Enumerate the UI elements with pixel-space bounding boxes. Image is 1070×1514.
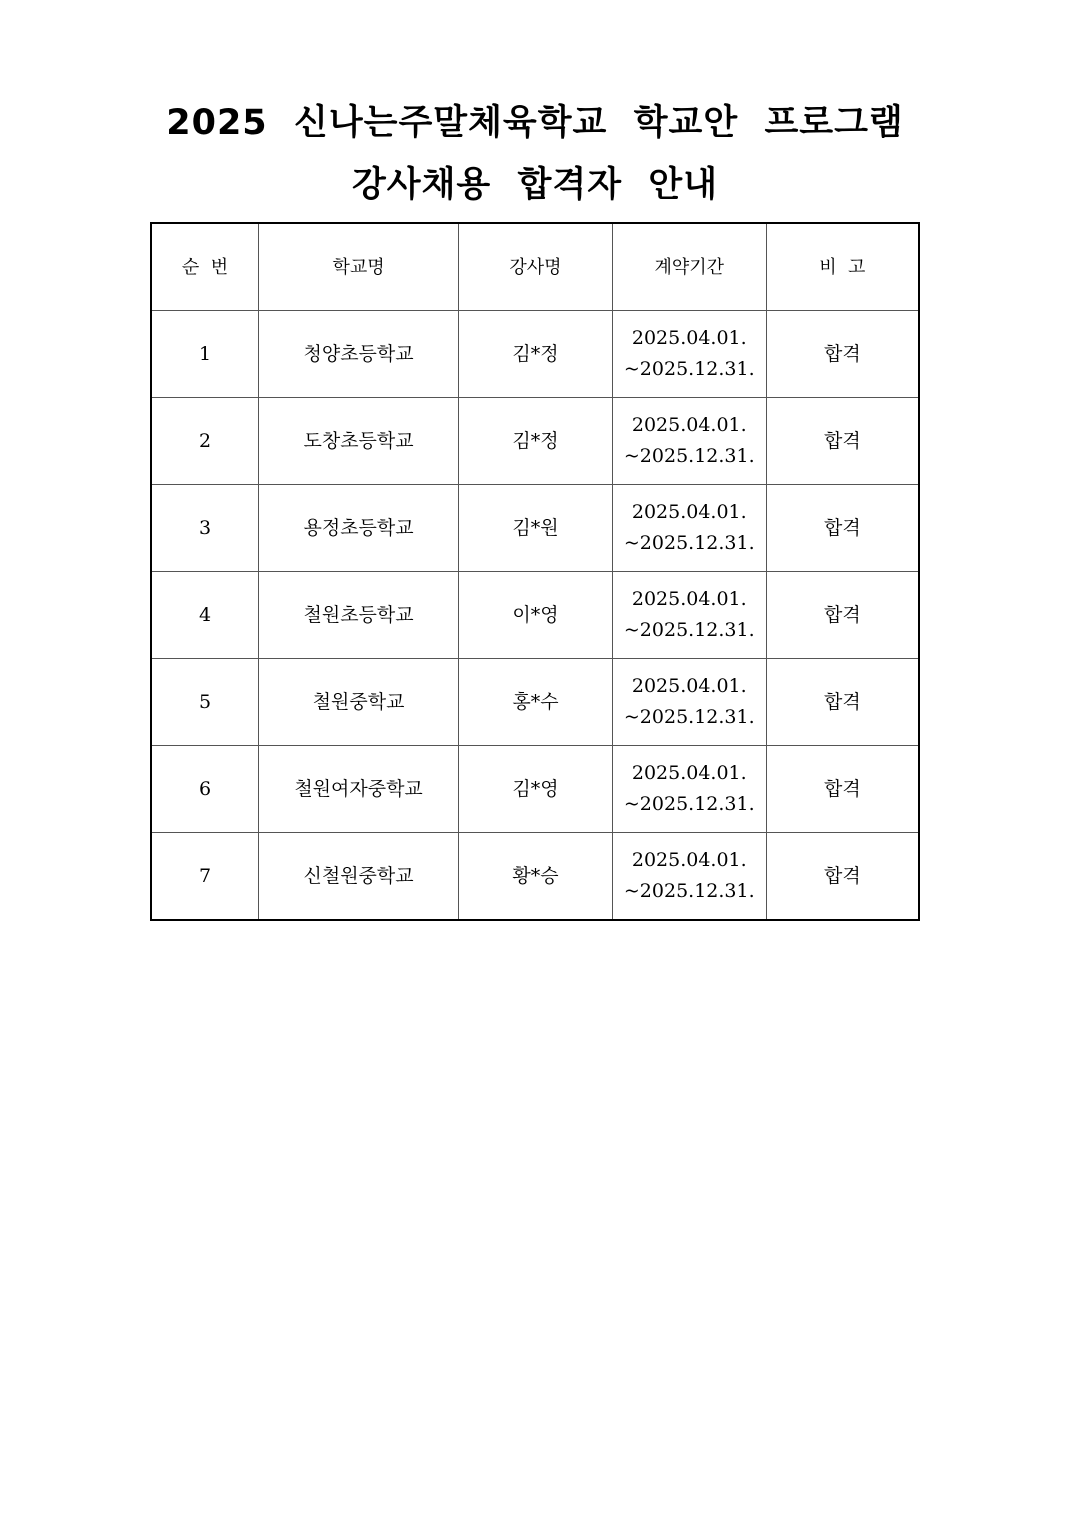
header-instructor: 강사명 (459, 223, 613, 311)
table-row (151, 659, 919, 746)
cell-school: 신철원중학교 (259, 833, 459, 921)
period-start: 2025.04.01. (631, 588, 747, 610)
cell-note: 합격 (766, 485, 919, 572)
cell-instructor: 김*정 (459, 311, 613, 398)
cell-instructor: 김*정 (459, 398, 613, 485)
cell-no: 5 (151, 659, 259, 746)
cell-note: 합격 (766, 572, 919, 659)
period-start: 2025.04.01. (631, 675, 747, 697)
cell-school: 용정초등학교 (259, 485, 459, 572)
cell-no: 2 (151, 398, 259, 485)
period-end: ~2025.12.31. (623, 358, 755, 380)
cell-instructor: 황*승 (459, 833, 613, 921)
table-row (151, 746, 919, 833)
table-row (151, 833, 919, 921)
table-row (151, 311, 919, 398)
period-end: ~2025.12.31. (623, 793, 755, 815)
period-end: ~2025.12.31. (623, 619, 755, 641)
cell-period (612, 485, 766, 572)
header-school: 학교명 (259, 223, 459, 311)
cell-instructor: 김*원 (459, 485, 613, 572)
cell-note: 합격 (766, 746, 919, 833)
header-note: 비 고 (766, 223, 919, 311)
period-start: 2025.04.01. (631, 762, 747, 784)
table-row (151, 485, 919, 572)
period-end: ~2025.12.31. (623, 445, 755, 467)
cell-school: 철원초등학교 (259, 572, 459, 659)
period-end: ~2025.12.31. (623, 706, 755, 728)
cell-school: 철원중학교 (259, 659, 459, 746)
period-end: ~2025.12.31. (623, 880, 755, 902)
title-line-2: 강사채용 합격자 안내 (351, 165, 719, 205)
results-table (150, 222, 920, 921)
document-title (0, 92, 1070, 216)
cell-period (612, 659, 766, 746)
cell-note: 합격 (766, 659, 919, 746)
cell-note: 합격 (766, 833, 919, 921)
title-line-1: 2025 신나는주말체육학교 학교안 프로그램 (166, 103, 904, 143)
cell-no: 4 (151, 572, 259, 659)
cell-period (612, 398, 766, 485)
cell-no: 3 (151, 485, 259, 572)
table-row (151, 398, 919, 485)
period-start: 2025.04.01. (631, 849, 747, 871)
cell-no: 7 (151, 833, 259, 921)
cell-instructor: 김*영 (459, 746, 613, 833)
cell-no: 6 (151, 746, 259, 833)
cell-instructor: 홍*수 (459, 659, 613, 746)
period-start: 2025.04.01. (631, 414, 747, 436)
cell-period (612, 746, 766, 833)
period-end: ~2025.12.31. (623, 532, 755, 554)
cell-period (612, 833, 766, 921)
table-header-row (151, 223, 919, 311)
table-row (151, 572, 919, 659)
cell-school: 도창초등학교 (259, 398, 459, 485)
header-no: 순 번 (151, 223, 259, 311)
cell-note: 합격 (766, 398, 919, 485)
cell-period (612, 311, 766, 398)
cell-school: 청양초등학교 (259, 311, 459, 398)
period-start: 2025.04.01. (631, 327, 747, 349)
cell-no: 1 (151, 311, 259, 398)
period-start: 2025.04.01. (631, 501, 747, 523)
cell-note: 합격 (766, 311, 919, 398)
cell-instructor: 이*영 (459, 572, 613, 659)
cell-school: 철원여자중학교 (259, 746, 459, 833)
header-period: 계약기간 (612, 223, 766, 311)
cell-period (612, 572, 766, 659)
